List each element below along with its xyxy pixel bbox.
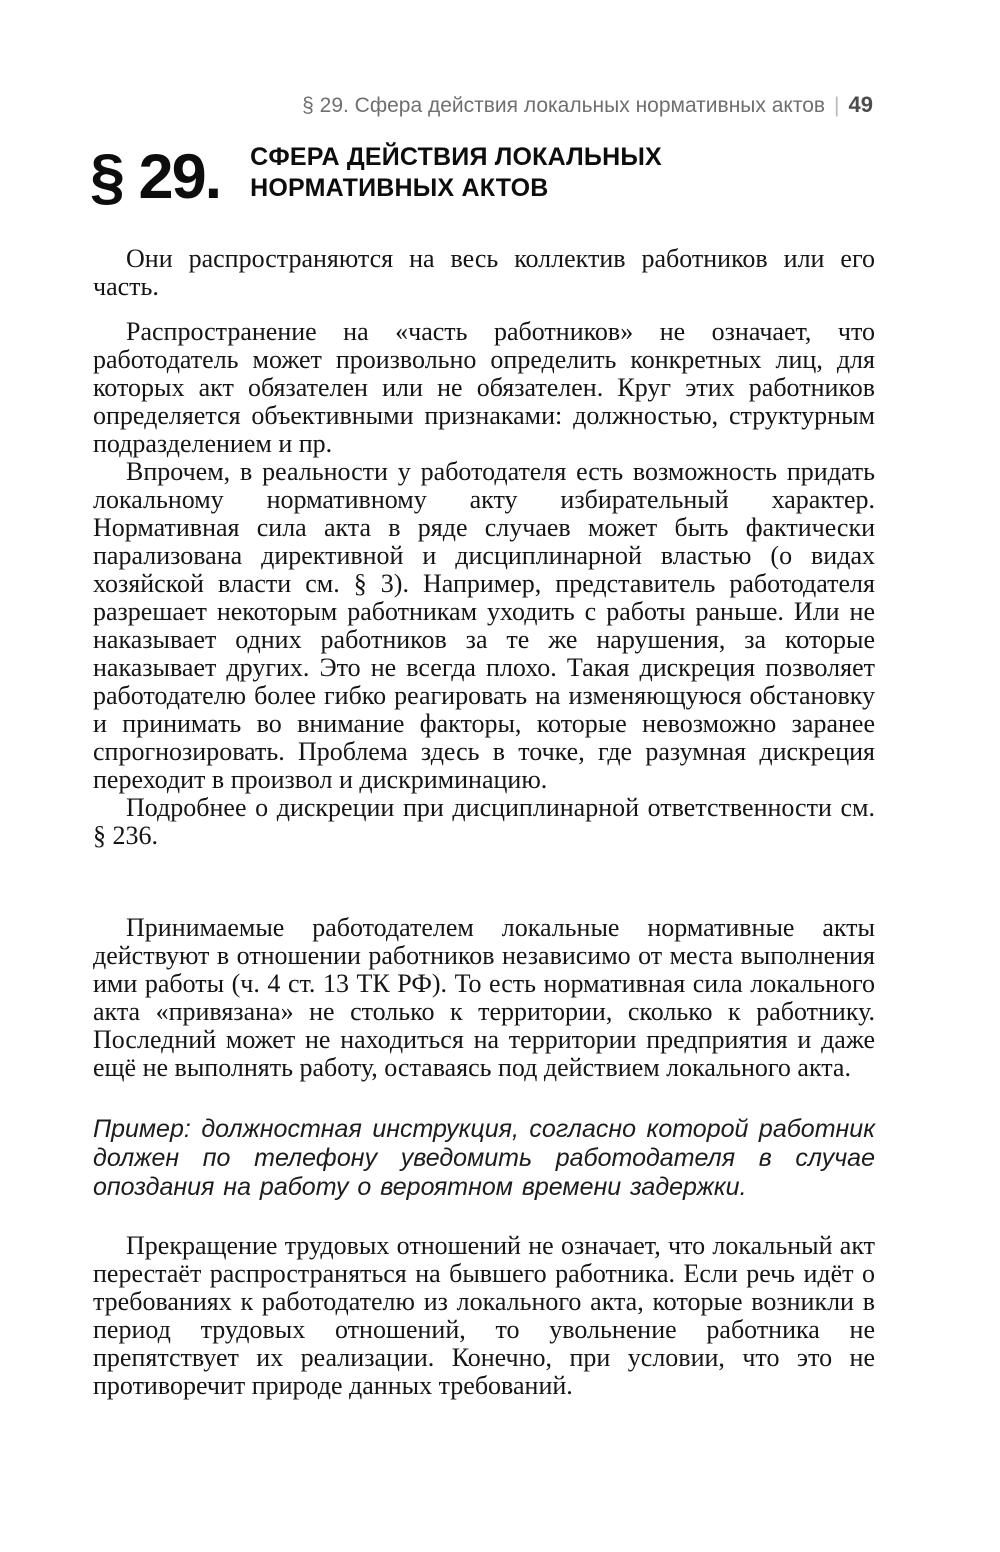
body-text xyxy=(93,245,875,1400)
section-number: § 29. xyxy=(90,142,221,212)
page-number: 49 xyxy=(848,92,873,117)
running-header-separator: | xyxy=(834,94,840,117)
running-header xyxy=(93,92,873,118)
paragraph-intro: Они распространяются на весь коллектив работников или его часть. xyxy=(93,244,875,301)
section-title: СФЕРА ДЕЙСТВИЯ ЛОКАЛЬНЫХ НОРМАТИВНЫХ АКТОВ xyxy=(250,143,662,202)
closing-paragraph: Прекращение трудовых отношений не означает, что локальный акт перестаёт распространяться на бывшего работника. Если речь идёт о требованиях к работодателю из локального акта, которые возникли в период трудовых отношений, то увольнение работника не препятствует их реализации. Конечно, при условии, что это не противоречит природе данных требований. xyxy=(93,1231,875,1400)
section-heading xyxy=(90,142,720,212)
example-paragraph: Пример: должностная инструкция, согласно которой работник должен по телефону уведомить работодателя в случае опоздания на работу о вероятном времени задержки. xyxy=(93,1115,875,1201)
paragraph-territory: Принимаемые работодателем локальные нормативные акты действуют в отношении работников независимо от места выполнения ими работы (ч. 4 ст. 13 ТК РФ). То есть нормативная сила локального акта «привязана» не столько к территории, сколько к работнику. Последний может не находиться на территории предприятия и даже ещё не выполнять работу, оставаясь под действием локального акта. xyxy=(93,913,875,1082)
paragraph-reference: Подробнее о дискреции при дисциплинарной ответственности см. § 236. xyxy=(93,793,875,850)
paragraph-discretion: Впрочем, в реальности у работодателя есть возможность придать локальному нормативному акту избирательный характер. Нормативная сила акта в ряде случаев может быть фактически парализована директивной и дисциплинарной властью (о видах хозяйской власти см. § 3). Например, представитель работодателя разрешает некоторым работникам уходить с работы раньше. Или не наказывает одних работников за те же нарушения, за которые наказывает других. Это не всегда плохо. Такая дискреция позволяет работодателю более гибко реагировать на изменяющуюся обстановку и принимать во внимание факторы, которые невозможно заранее спрогнозировать. Проблема здесь в точке, где разумная дискреция переходит в произвол и дискриминацию. xyxy=(93,457,875,794)
paragraph-scope: Распространение на «часть работников» не означает, что работодатель может произвольно определить конкретных лиц, для которых акт обязателен или не обязателен. Круг этих работников определяется объективными признаками: должностью, структурным подразделением и пр. xyxy=(93,317,875,458)
running-header-title: § 29. Сфера действия локальных нормативных актов xyxy=(302,94,826,117)
